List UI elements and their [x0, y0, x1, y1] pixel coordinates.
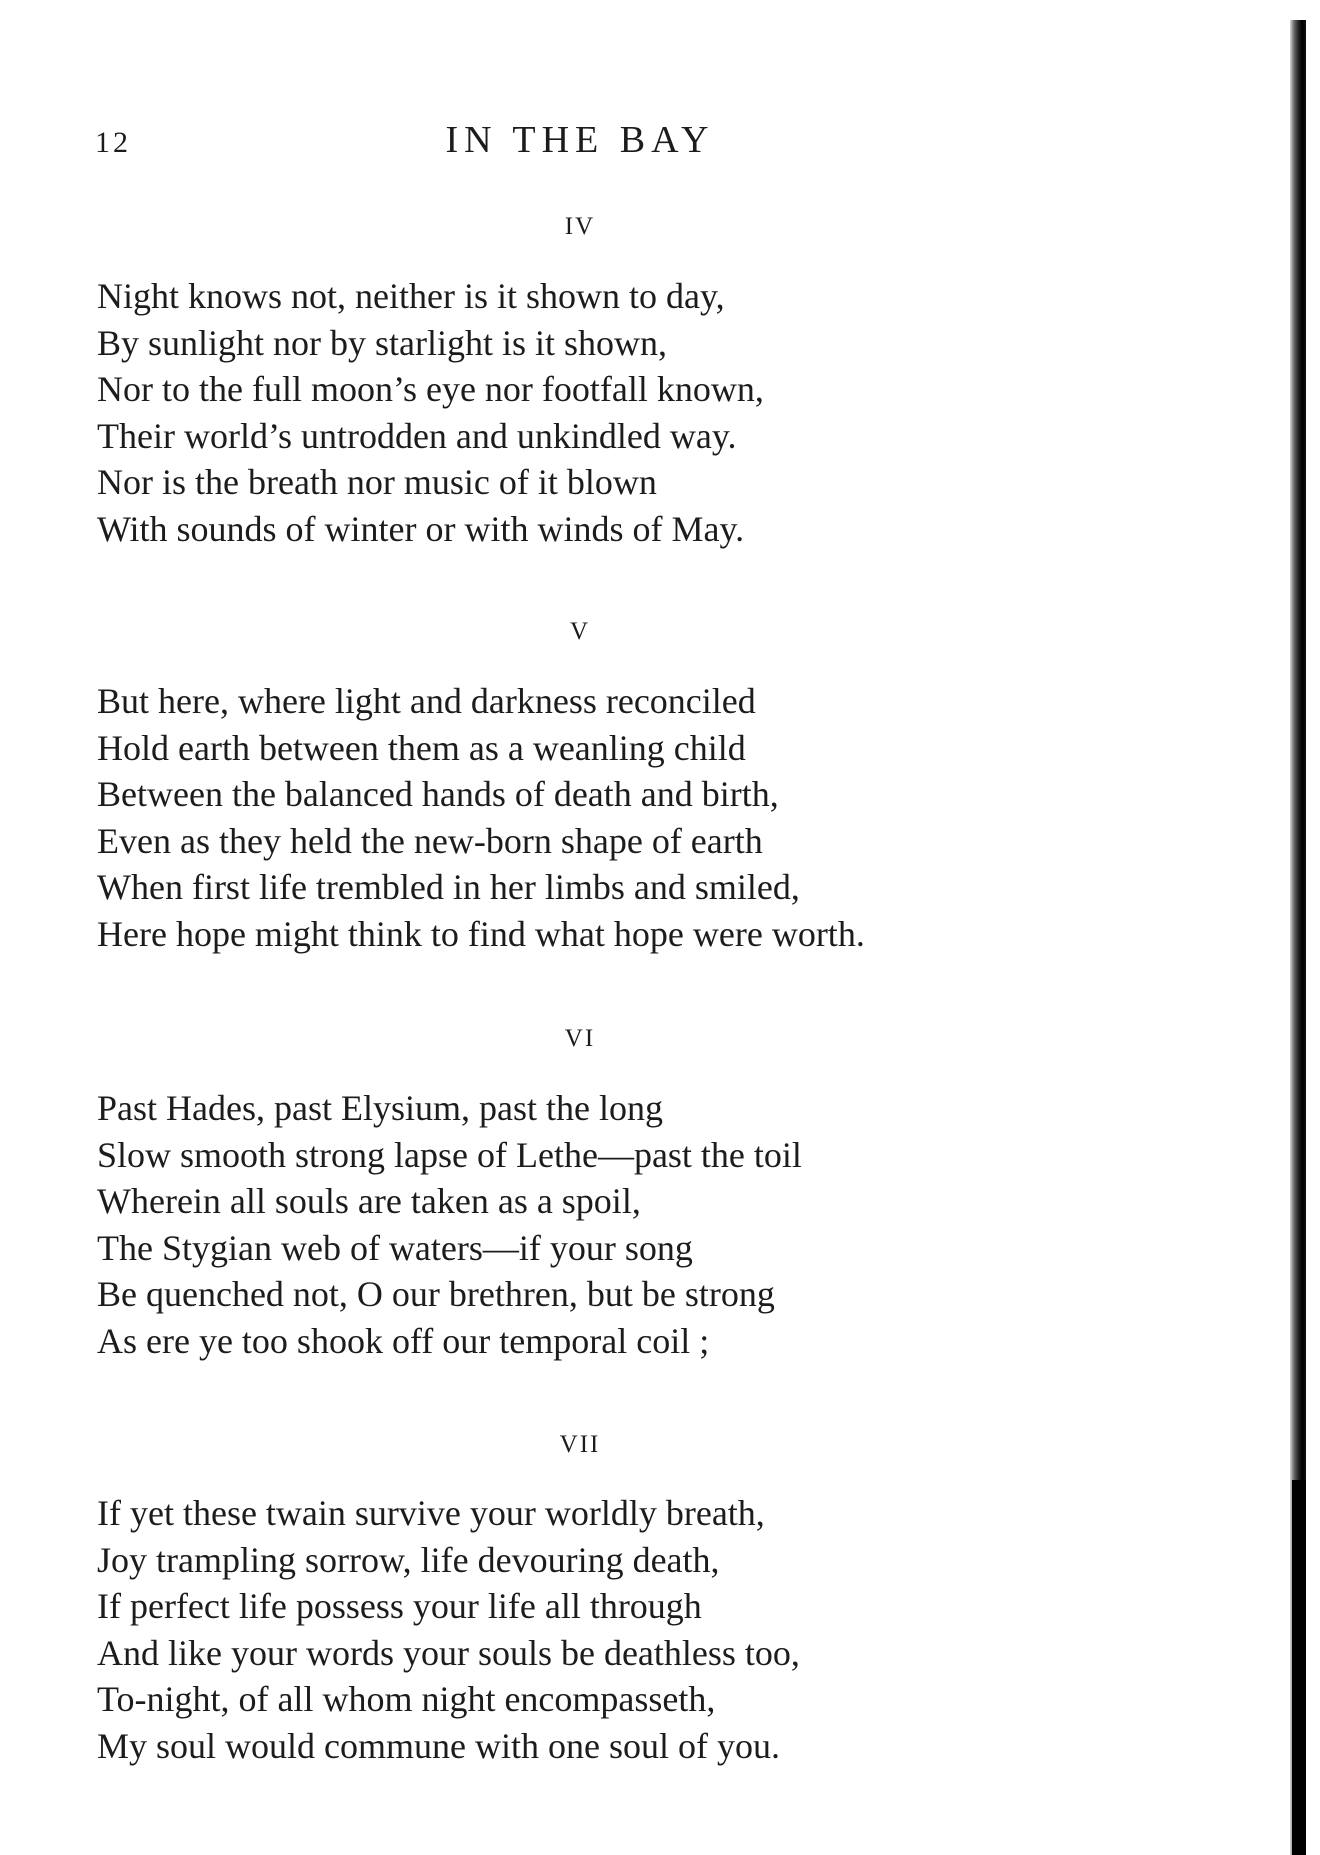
verse-line: Past Hades, past Elysium, past the long: [97, 1088, 663, 1128]
verse-line: Be quenched not, O our brethren, but be strong: [97, 1274, 775, 1314]
page-gutter-shadow: [1292, 1480, 1306, 1855]
verse-line: And like your words your souls be deathless too,: [97, 1632, 800, 1673]
verse-line: Nor is the breath nor music of it blown: [97, 462, 657, 502]
verse-line: Here hope might think to find what hope were worth.: [97, 913, 865, 954]
verse-line: With sounds of winter or with winds of May.: [97, 508, 745, 549]
verse-line: To-night, of all whom night encompasseth,: [97, 1679, 716, 1719]
verse-line: Between the balanced hands of death and birth,: [97, 774, 779, 814]
verse-line: But here, where light and darkness reconciled: [97, 681, 756, 721]
stanza-number-vii: VII: [559, 1431, 601, 1458]
stanza-v: [97, 678, 1097, 957]
page-number: 12: [95, 126, 131, 159]
verse-line: As ere ye too shook off our temporal coil ;: [97, 1320, 710, 1361]
running-head: IN THE BAY: [445, 119, 715, 161]
verse-line: When first life trembled in her limbs and smiled,: [97, 867, 800, 907]
verse-line: The Stygian web of waters—if your song: [97, 1227, 693, 1268]
verse-line: Hold earth between them as a weanling child: [97, 727, 746, 768]
verse-line: Wherein all souls are taken as a spoil,: [97, 1181, 641, 1221]
stanza-number-vi: VI: [564, 1025, 596, 1052]
verse-line: Night knows not, neither is it shown to day,: [97, 276, 725, 316]
verse-line: My soul would commune with one soul of you.: [97, 1725, 780, 1766]
verse-line: If perfect life possess your life all through: [97, 1586, 702, 1626]
verse-line: Nor to the full moon’s eye nor footfall known,: [97, 369, 764, 409]
stanza-number-iv: IV: [564, 213, 596, 240]
verse-line: Their world’s untrodden and unkindled way.: [97, 415, 737, 456]
stanza-number-v: V: [569, 618, 591, 645]
verse-line: By sunlight nor by starlight is it shown,: [97, 322, 668, 363]
stanza-iv: [97, 273, 1097, 552]
stanza-vii: [97, 1490, 1097, 1769]
stanza-vi: [97, 1085, 1097, 1364]
verse-line: Joy trampling sorrow, life devouring death,: [97, 1539, 720, 1580]
verse-line: Slow smooth strong lapse of Lethe—past the toil: [97, 1134, 802, 1175]
verse-line: Even as they held the new-born shape of earth: [97, 820, 763, 861]
verse-line: If yet these twain survive your worldly breath,: [97, 1493, 765, 1533]
